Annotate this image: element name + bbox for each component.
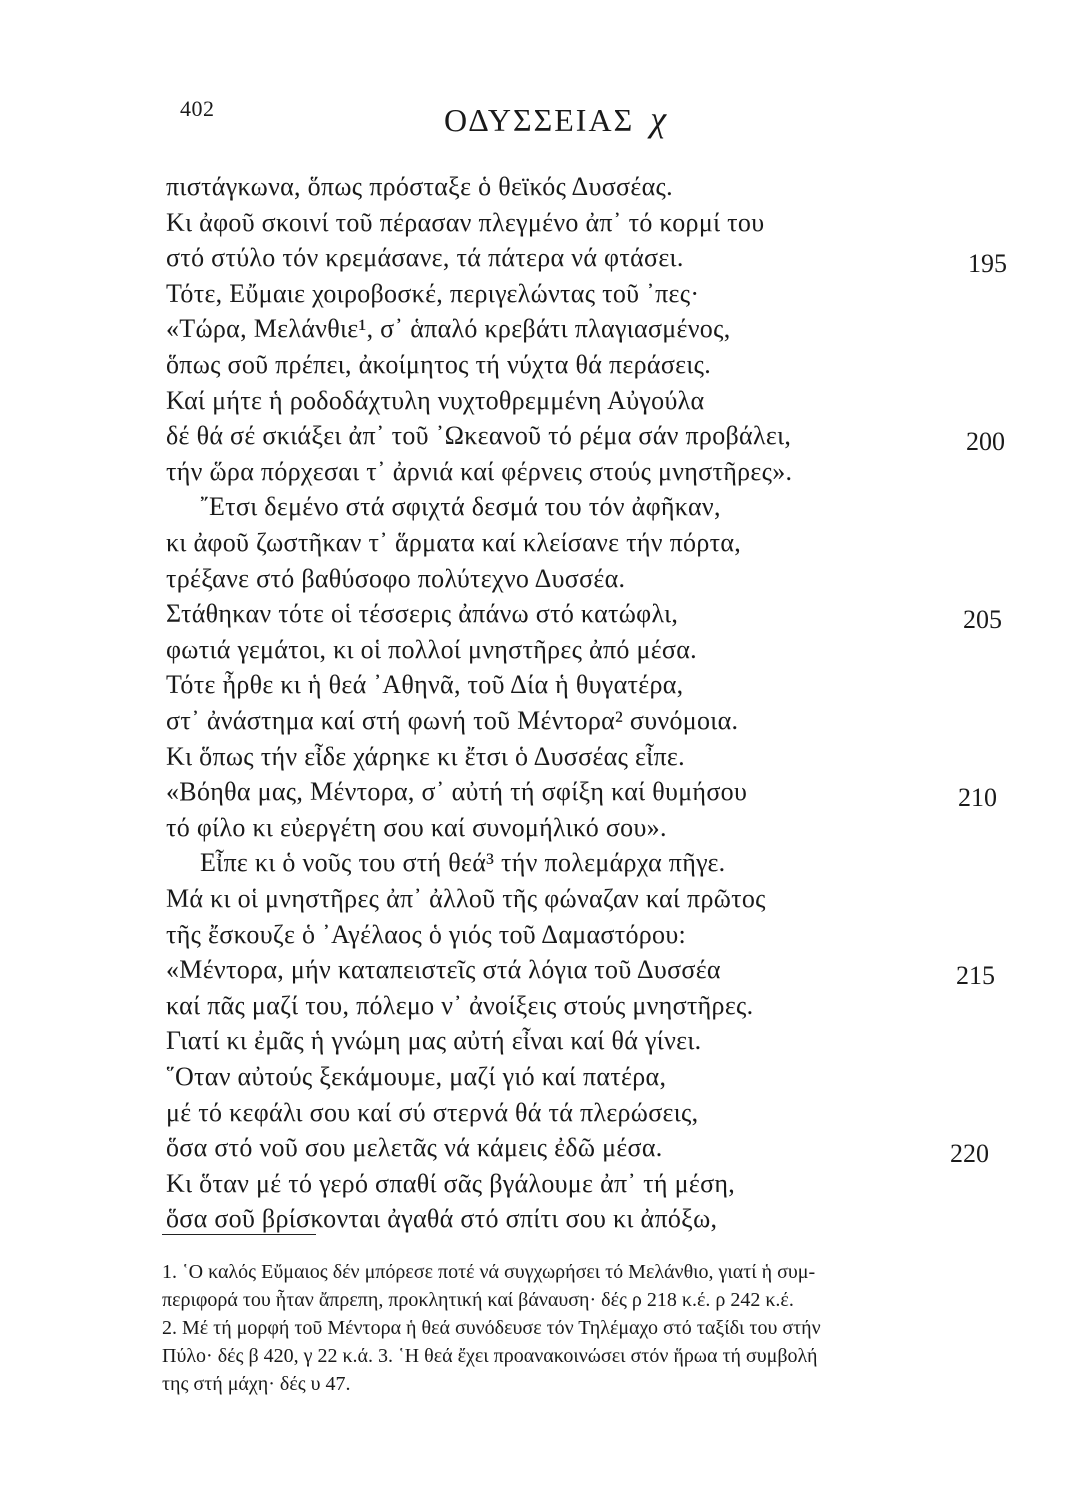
footnotes — [162, 1258, 992, 1398]
verse-line: ὅσα στό νοῦ σου μελετᾶς νά κάμεις ἐδῶ μέσα. — [166, 1133, 663, 1163]
verse-line: «Βόηθα μας, Μέντορα, σ᾽ αὐτή τή σφίξη καί θυμήσου — [166, 777, 748, 807]
verse-line: τῆς ἔσκουζε ὁ ᾿Αγέλαος ὁ γιός τοῦ Δαμαστόρου: — [166, 919, 687, 949]
footnote-rule — [162, 1234, 316, 1235]
verse-line: στ᾽ ἀνάστημα καί στή φωνή τοῦ Μέντορα² συνόμοια. — [166, 706, 739, 735]
verse-line: Μά κι οἱ μνηστῆρες ἀπ᾽ ἀλλοῦ τῆς φώναζαν καί πρῶτος — [166, 884, 766, 913]
verse-line: «Μέντορα, μήν καταπειστεῖς στά λόγια τοῦ Δυσσέα — [166, 955, 721, 985]
line-number: 215 — [956, 961, 995, 991]
line-number: 200 — [966, 427, 1005, 457]
book-letter: χ — [650, 99, 669, 139]
verse-line: δέ θά σέ σκιάξει ἀπ᾽ τοῦ ᾿Ωκεανοῦ τό ρέμα σάν προβάλει, — [166, 421, 792, 451]
verse-line: Γιατί κι ἐμᾶς ἡ γνώμη μας αὐτή εἶναι καί θά γίνει. — [166, 1026, 702, 1056]
verse-line: ὅσα σοῦ βρίσκονται ἀγαθά στό σπίτι σου κι ἀπόξω, — [166, 1204, 718, 1234]
page-number: 402 — [180, 96, 215, 121]
running-head — [0, 98, 1072, 140]
verse-line: τό φίλο κι εὐεργέτη σου καί συνομήλικό σου». — [166, 812, 667, 842]
verse-line: «Τώρα, Μελάνθιε¹, σ᾽ ἁπαλό κρεβάτι πλαγιασμένος, — [166, 314, 731, 344]
verse-line: ῎Ετσι δεμένο στά σφιχτά δεσμά του τόν ἀφῆκαν, — [200, 492, 721, 522]
verse-line: ὅπως σοῦ πρέπει, ἀκοίμητος τή νύχτα θά περάσεις. — [166, 350, 712, 379]
verse-line: Εἶπε κι ὁ νοῦς του στή θεά³ τήν πολεμάρχα πῆγε. — [200, 848, 726, 878]
verse-line: τήν ὥρα πόρχεσαι τ᾽ ἀρνιά καί φέρνεις στούς μνηστῆρες». — [166, 456, 793, 486]
line-number: 195 — [968, 249, 1007, 279]
verse-line: Κι ὅπως τήν εἶδε χάρηκε κι ἔτσι ὁ Δυσσέας εἶπε. — [166, 741, 685, 771]
verse-line: Τότε ἦρθε κι ἡ θεά ᾿Αθηνᾶ, τοῦ Δία ἡ θυγατέρα, — [166, 670, 684, 700]
verse-line: Στάθηκαν τότε οἱ τέσσερις ἀπάνω στό κατώφλι, — [166, 599, 679, 629]
line-number: 210 — [958, 783, 997, 813]
verse-line: Κι ὅταν μέ τό γερό σπαθί σᾶς βγάλουμε ἀπ᾽ τή μέση, — [166, 1168, 736, 1198]
verse-line: κι ἀφοῦ ζωστῆκαν τ᾽ ἅρματα καί κλείσανε τήν πόρτα, — [166, 528, 742, 557]
book-title: ΟΔΥΣΣΕΙΑΣ — [443, 102, 635, 138]
verse-line: πιστάγκωνα, ὅπως πρόσταξε ὁ θεϊκός Δυσσέας. — [166, 172, 673, 201]
verse-line: Κι ἀφοῦ σκοινί τοῦ πέρασαν πλεγμένο ἀπ᾽ τό κορμί του — [166, 207, 765, 237]
line-number: 220 — [950, 1139, 989, 1169]
verse-line: καί πᾶς μαζί του, πόλεμο ν᾽ ἀνοίξεις στούς μνηστῆρες. — [166, 990, 754, 1020]
footnote-line: της στή μάχη· δές υ 47. — [162, 1373, 351, 1395]
footnote-line: 2. Μέ τή μορφή τοῦ Μέντορα ἡ θεά συνόδευσε τόν Τηλέμαχο στό ταξίδι του στήν — [162, 1317, 821, 1339]
footnote-line: 1. ῾Ο καλός Εὔμαιος δέν μπόρεσε ποτέ νά συγχωρήσει τό Μελάνθιο, γιατί ἡ συμ- — [162, 1261, 816, 1283]
footnote-line: περιφορά του ἦταν ἄπρεπη, προκλητική καί βάναυση· δές ρ 218 κ.έ. ρ 242 κ.έ. — [162, 1289, 794, 1311]
verse-line: στό στύλο τόν κρεμάσανε, τά πάτερα νά φτάσει. — [166, 243, 684, 273]
footnote-line: Πύλο· δές β 420, γ 22 κ.ά. 3. ῾Η θεά ἔχει προανακοινώσει στόν ἥρωα τή συμβολή — [162, 1345, 818, 1367]
verse-line: τρέξανε στό βαθύσοφο πολύτεχνο Δυσσέα. — [166, 563, 626, 593]
line-number: 205 — [963, 605, 1002, 635]
verse-line: Καί μήτε ἡ ροδοδάχτυλη νυχτοθρεμμένη Αὐγούλα — [166, 385, 705, 415]
verse-line: ῞Οταν αὐτούς ξεκάμουμε, μαζί γιό καί πατέρα, — [166, 1062, 667, 1091]
verse-line: μέ τό κεφάλι σου καί σύ στερνά θά τά πλερώσεις, — [166, 1097, 699, 1127]
verse-line: φωτιά γεμάτοι, κι οἱ πολλοί μνηστῆρες ἀπό μέσα. — [166, 634, 697, 664]
verse-line: Τότε, Εὔμαιε χοιροβοσκέ, περιγελώντας τοῦ ᾽πες· — [166, 278, 700, 308]
